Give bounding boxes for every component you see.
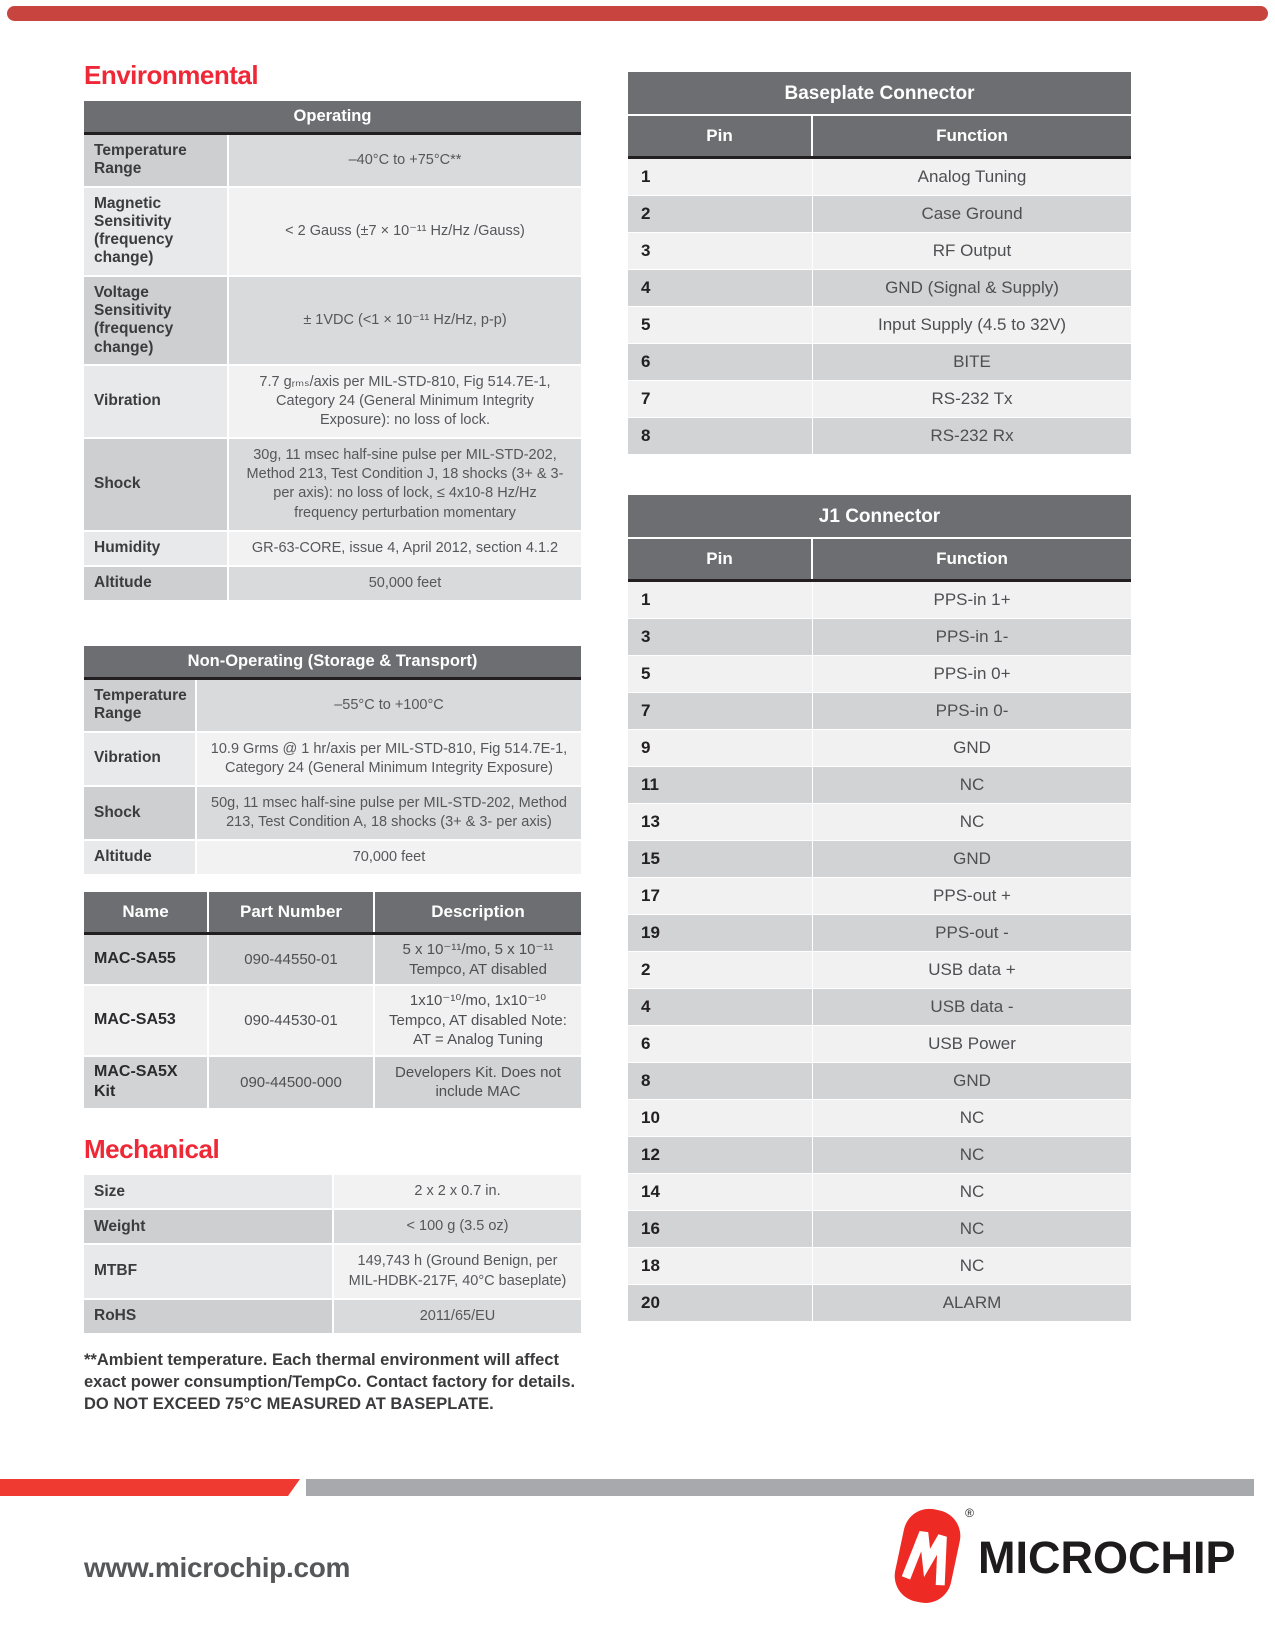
table-cell: USB data + (928, 960, 1016, 979)
column-header: Description (431, 902, 525, 922)
row-value: 30g, 11 msec half-sine pulse per MIL-STD-202, Method 213, Test Condition J, 18 shocks (3+ & 3- per axis): no loss of lock, ≤ 4x10-8 Hz/Hz frequency perturbation momentary (229, 439, 581, 530)
table-cell: 1 (628, 159, 813, 195)
microchip-logo-text: MICROCHIP (978, 1532, 1236, 1583)
table-cell: 3 (628, 619, 813, 655)
top-accent-bar (7, 6, 1268, 21)
microchip-website-link[interactable]: www.microchip.com (84, 1552, 351, 1583)
table-cell: Case Ground (921, 204, 1023, 223)
table-cell: USB data - (930, 997, 1014, 1016)
table-cell: NC (959, 1182, 985, 1201)
table-cell: PPS-out + (933, 886, 1011, 905)
row-value: –40°C to +75°C** (229, 135, 581, 186)
row-value: 50g, 11 msec half-sine pulse per MIL-STD-202, Method 213, Test Condition A, 18 shocks (3+ & 3- per axis) (197, 787, 581, 839)
row-value: < 2 Gauss (±7 × 10⁻¹¹ Hz/Hz /Gauss) (229, 188, 581, 275)
table-title: J1 Connector (628, 495, 1131, 539)
table-row (628, 582, 1131, 619)
table-row (628, 1137, 1131, 1174)
table-cell: 16 (628, 1211, 813, 1247)
mechanical-table (84, 1175, 581, 1335)
table-cell: NC (959, 775, 985, 794)
table-row (628, 1026, 1131, 1063)
table-cell: NC (959, 812, 985, 831)
table-cell: 20 (628, 1285, 813, 1321)
table-row (84, 787, 581, 841)
row-label: Shock (84, 439, 229, 530)
table-cell: 090-44530-01 (209, 986, 375, 1055)
table-cell: Input Supply (4.5 to 32V) (877, 315, 1067, 334)
table-row (628, 1248, 1131, 1285)
row-value: 70,000 feet (197, 841, 581, 874)
table-cell: 090-44500-000 (209, 1057, 375, 1109)
table-cell: USB Power (928, 1034, 1016, 1053)
row-value: 149,743 h (Ground Benign, per MIL-HDBK-217F, 40°C baseplate) (334, 1245, 581, 1297)
table-cell: PPS-in 1- (935, 627, 1009, 646)
table-row (84, 986, 581, 1057)
table-row (628, 381, 1131, 418)
table-row (84, 680, 581, 733)
table-row (628, 915, 1131, 952)
table-header-row (628, 116, 1131, 159)
table-header-row (84, 892, 581, 935)
baseplate-connector-table (628, 72, 1131, 455)
table-cell: RS-232 Rx (930, 426, 1014, 445)
table-cell: 7 (628, 381, 813, 417)
row-label: Voltage Sensitivity (frequency change) (84, 277, 229, 364)
table-cell: ALARM (942, 1293, 1002, 1312)
row-label: Size (84, 1175, 334, 1208)
row-value: 2011/65/EU (334, 1300, 581, 1333)
column-header: Part Number (209, 892, 375, 932)
table-cell: 3 (628, 233, 813, 269)
table-row (628, 159, 1131, 196)
table-row (628, 307, 1131, 344)
table-row (628, 804, 1131, 841)
table-cell: 5 x 10⁻¹¹/mo, 5 x 10⁻¹¹ Tempco, AT disabled (402, 941, 554, 978)
table-cell: NC (959, 1145, 985, 1164)
row-value: 10.9 Grms @ 1 hr/axis per MIL-STD-810, Fig 514.7E-1, Category 24 (General Minimum Integrity Exposure) (197, 733, 581, 785)
table-cell: 1 (628, 582, 813, 618)
table-cell: 17 (628, 878, 813, 914)
table-cell: MAC-SA53 (84, 986, 209, 1055)
microchip-logo-icon (886, 1506, 972, 1610)
table-cell: 10 (628, 1100, 813, 1136)
column-header: Pin (628, 539, 813, 579)
column-header: Name (84, 892, 209, 932)
table-row (628, 233, 1131, 270)
table-title: Baseplate Connector (628, 72, 1131, 116)
table-row (628, 656, 1131, 693)
table-cell: 6 (628, 1026, 813, 1062)
registered-trademark-symbol: ® (965, 1506, 974, 1520)
table-row (628, 841, 1131, 878)
table-cell: 11 (628, 767, 813, 803)
table-cell: GND (Signal & Supply) (885, 278, 1059, 297)
table-cell: 9 (628, 730, 813, 766)
table-row (628, 1211, 1131, 1248)
j1-connector-table (628, 495, 1131, 1322)
row-label: Weight (84, 1210, 334, 1243)
table-row (84, 135, 581, 188)
table-row (628, 270, 1131, 307)
table-cell: GND (953, 1071, 991, 1090)
table-cell: 7 (628, 693, 813, 729)
row-value: –55°C to +100°C (197, 680, 581, 731)
left-column (84, 62, 581, 1416)
table-cell: 1x10⁻¹⁰/mo, 1x10⁻¹⁰ Tempco, AT disabled Note: AT = Analog Tuning (389, 992, 567, 1049)
footer-gray-stripe (306, 1479, 1254, 1496)
table-row (628, 878, 1131, 915)
table-row (628, 1100, 1131, 1137)
row-label: MTBF (84, 1245, 334, 1297)
column-header: Pin (628, 116, 813, 156)
table-row (84, 935, 581, 986)
table-row (84, 841, 581, 876)
row-label: Altitude (84, 567, 229, 600)
table-row (84, 277, 581, 366)
table-cell: 18 (628, 1248, 813, 1284)
table-row (628, 693, 1131, 730)
column-header: Function (936, 126, 1008, 145)
table-cell: GND (953, 849, 991, 868)
table-row (628, 1063, 1131, 1100)
row-value: 7.7 gᵣₘₛ/axis per MIL-STD-810, Fig 514.7E-1, Category 24 (General Minimum Integrity Exposure): no loss of lock. (229, 366, 581, 437)
table-cell: NC (959, 1256, 985, 1275)
table-row (84, 567, 581, 602)
table-cell: MAC-SA5X Kit (84, 1057, 209, 1109)
section-title-environmental: Environmental (84, 60, 259, 90)
table-cell: RS-232 Tx (931, 389, 1013, 408)
table-row (628, 196, 1131, 233)
row-label: Vibration (84, 733, 197, 785)
row-value: 50,000 feet (229, 567, 581, 600)
row-label: Temperature Range (84, 135, 229, 186)
row-value: 2 x 2 x 0.7 in. (334, 1175, 581, 1208)
table-row (628, 952, 1131, 989)
table-cell: PPS-in 1+ (933, 590, 1011, 609)
table-cell: 5 (628, 656, 813, 692)
right-column (628, 72, 1131, 1322)
table-row (84, 1300, 581, 1335)
table-header-row (628, 539, 1131, 582)
table-cell: 15 (628, 841, 813, 877)
table-row (84, 188, 581, 277)
table-row (84, 1175, 581, 1210)
table-title: Non-Operating (Storage & Transport) (84, 646, 581, 680)
row-label: Vibration (84, 366, 229, 437)
row-label: Temperature Range (84, 680, 197, 731)
microchip-logo (886, 1506, 1236, 1610)
table-row (628, 730, 1131, 767)
table-cell: MAC-SA55 (84, 935, 209, 984)
row-value: GR-63-CORE, issue 4, April 2012, section 4.1.2 (229, 532, 581, 565)
row-value: < 100 g (3.5 oz) (334, 1210, 581, 1243)
ambient-temperature-footnote: **Ambient temperature. Each thermal environment will affect exact power consumption/TempCo. Contact factory for details. DO NOT EXCEED 75°C MEASURED AT BASEPLATE. (84, 1350, 576, 1413)
table-cell: 12 (628, 1137, 813, 1173)
column-header: Function (936, 549, 1008, 568)
table-row (628, 619, 1131, 656)
row-label: Shock (84, 787, 197, 839)
table-row (628, 989, 1131, 1026)
table-row (628, 344, 1131, 381)
table-cell: 14 (628, 1174, 813, 1210)
footer-red-stripe (0, 1479, 300, 1496)
table-row (84, 1057, 581, 1111)
table-row (84, 1210, 581, 1245)
table-cell: 4 (628, 270, 813, 306)
row-label: Altitude (84, 841, 197, 874)
row-label: Humidity (84, 532, 229, 565)
table-cell: NC (959, 1108, 985, 1127)
table-cell: 090-44550-01 (209, 935, 375, 984)
operating-table (84, 101, 581, 602)
table-cell: PPS-in 0+ (933, 664, 1011, 683)
table-cell: RF Output (932, 241, 1012, 260)
row-value: ± 1VDC (<1 × 10⁻¹¹ Hz/Hz, p-p) (229, 277, 581, 364)
table-cell: PPS-in 0- (935, 701, 1009, 720)
table-row (628, 418, 1131, 455)
table-cell: 2 (628, 952, 813, 988)
table-cell: 19 (628, 915, 813, 951)
table-cell: 8 (628, 1063, 813, 1099)
section-title-mechanical: Mechanical (84, 1134, 220, 1165)
table-cell: Analog Tuning (917, 167, 1027, 186)
part-number-table (84, 892, 581, 1110)
table-title: Operating (84, 101, 581, 135)
table-cell: GND (953, 738, 991, 757)
table-row (628, 1285, 1131, 1322)
table-row (84, 366, 581, 439)
non-operating-table (84, 646, 581, 876)
table-cell: 6 (628, 344, 813, 380)
table-cell: 8 (628, 418, 813, 454)
table-cell: NC (959, 1219, 985, 1238)
table-cell: PPS-out - (935, 923, 1009, 942)
table-cell: 13 (628, 804, 813, 840)
table-cell: 5 (628, 307, 813, 343)
table-row (628, 1174, 1131, 1211)
table-row (628, 767, 1131, 804)
row-label: RoHS (84, 1300, 334, 1333)
row-label: Magnetic Sensitivity (frequency change) (84, 188, 229, 275)
table-cell: 4 (628, 989, 813, 1025)
table-row (84, 733, 581, 787)
table-cell: Developers Kit. Does not include MAC (395, 1063, 561, 1101)
table-row (84, 532, 581, 567)
table-cell: 2 (628, 196, 813, 232)
table-cell: BITE (953, 352, 991, 371)
table-row (84, 1245, 581, 1299)
table-row (84, 439, 581, 532)
